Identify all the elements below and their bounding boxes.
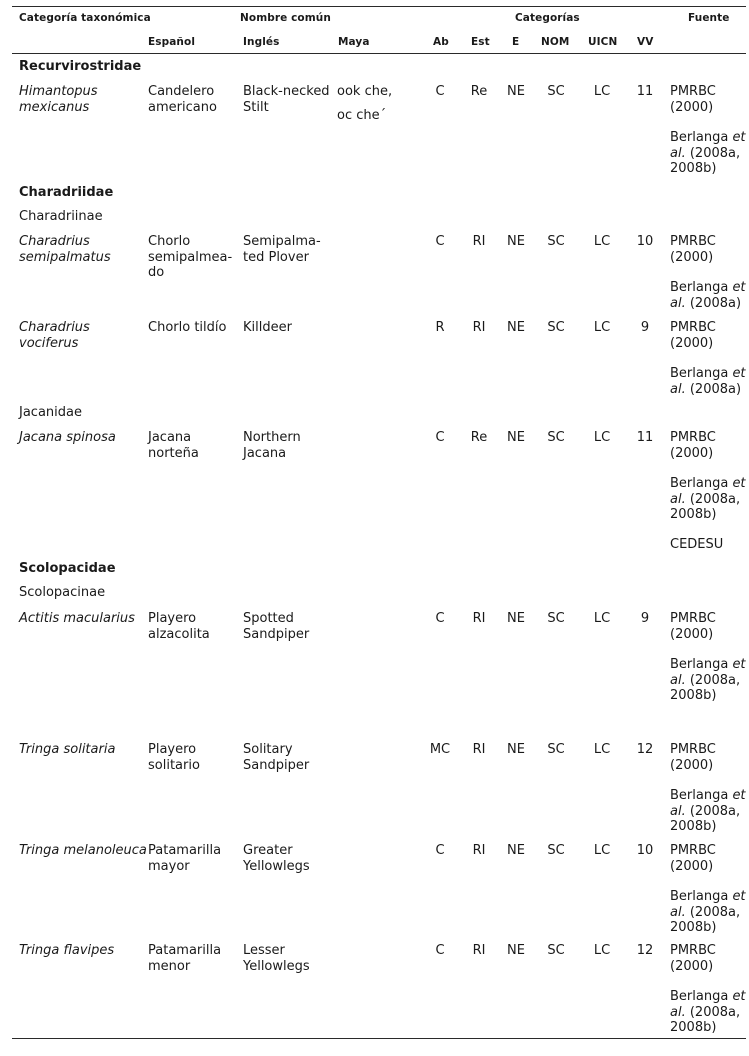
species-english-name: Solitary Sandpiper (243, 742, 310, 773)
cell-vv: 11 (636, 430, 654, 445)
species-spanish-name: Chorlo semipalmea- do (148, 234, 233, 280)
species-english-name: Greater Yellowlegs (243, 843, 310, 874)
species-spanish-name: Jacana norteña (148, 430, 199, 461)
cell-vv: 9 (640, 320, 650, 335)
header-nombre-comun: Nombre común (240, 12, 331, 24)
cell-nom: SC (547, 742, 565, 757)
species-english-name: Semipalma- ted Plover (243, 234, 321, 265)
species-english-name: Killdeer (243, 320, 292, 335)
cell-vv: 12 (636, 943, 654, 958)
cell-est: RI (472, 234, 486, 249)
source-pmrbc: PMRBC (2000) (670, 234, 716, 265)
cell-e: NE (507, 84, 525, 99)
cell-nom: SC (547, 843, 565, 858)
species-spanish-name: Playero alzacolita (148, 611, 210, 642)
species-english-name: Spotted Sandpiper (243, 611, 310, 642)
species-maya-name: oc che´ (337, 108, 387, 123)
cell-ab: R (435, 320, 445, 335)
species-scientific-name: Jacana spinosa (19, 430, 116, 445)
cell-ab: C (435, 943, 445, 958)
cell-ab: C (435, 611, 445, 626)
header-ingles: Inglés (243, 36, 280, 48)
cell-nom: SC (547, 611, 565, 626)
cell-uicn: LC (593, 320, 611, 335)
header-fuente: Fuente (688, 12, 730, 24)
header-espanol: Español (148, 36, 196, 48)
cell-e: NE (507, 234, 525, 249)
cell-est: RI (472, 320, 486, 335)
source-cedesu: CEDESU (670, 537, 724, 552)
source-pmrbc: PMRBC (2000) (670, 430, 716, 461)
cell-vv: 12 (636, 742, 654, 757)
cell-uicn: LC (593, 234, 611, 249)
species-scientific-name: Tringa melanoleuca (19, 843, 147, 858)
source-pmrbc: PMRBC (2000) (670, 943, 716, 974)
cell-nom: SC (547, 943, 565, 958)
cell-nom: SC (547, 320, 565, 335)
species-scientific-name: Himantopus mexicanus (19, 84, 98, 115)
cell-uicn: LC (593, 84, 611, 99)
header-est: Est (471, 36, 490, 48)
species-spanish-name: Patamarilla mayor (148, 843, 222, 874)
source-berlanga: Berlanga et al. (2008a, 2008b) (670, 889, 746, 935)
header-categoria: Categoría taxonómica (19, 12, 151, 24)
species-scientific-name: Actitis macularius (19, 611, 135, 626)
header-e: E (512, 36, 520, 48)
source-berlanga: Berlanga et al. (2008a, 2008b) (670, 788, 746, 834)
subfamily-charadriinae: Charadriinae (19, 209, 103, 224)
cell-e: NE (507, 843, 525, 858)
cell-e: NE (507, 943, 525, 958)
family-recurvirostridae: Recurvirostridae (19, 59, 142, 74)
species-english-name: Black-necked Stilt (243, 84, 330, 115)
family-jacanidae: Jacanidae (19, 405, 82, 420)
species-scientific-name: Tringa solitaria (19, 742, 116, 757)
cell-vv: 10 (636, 843, 654, 858)
source-berlanga: Berlanga et al. (2008a, 2008b) (670, 657, 746, 703)
source-berlanga: Berlanga et al. (2008a) (670, 280, 746, 311)
cell-ab: C (435, 843, 445, 858)
cell-est: RI (472, 943, 486, 958)
cell-ab: C (435, 234, 445, 249)
family-charadriidae: Charadriidae (19, 185, 114, 200)
cell-nom: SC (547, 84, 565, 99)
cell-e: NE (507, 430, 525, 445)
header-categorias: Categorías (515, 12, 580, 24)
source-berlanga: Berlanga et al. (2008a, 2008b) (670, 476, 746, 522)
cell-est: RI (472, 742, 486, 757)
cell-e: NE (507, 320, 525, 335)
header-uicn: UICN (588, 36, 618, 48)
cell-est: Re (470, 430, 488, 445)
species-spanish-name: Playero solitario (148, 742, 200, 773)
cell-nom: SC (547, 234, 565, 249)
cell-ab: C (435, 430, 445, 445)
species-english-name: Northern Jacana (243, 430, 301, 461)
cell-ab: MC (429, 742, 451, 757)
header-vv: VV (637, 36, 654, 48)
header-ab: Ab (433, 36, 449, 48)
cell-uicn: LC (593, 430, 611, 445)
table-header-rule (12, 53, 746, 54)
cell-vv: 10 (636, 234, 654, 249)
cell-vv: 11 (636, 84, 654, 99)
cell-uicn: LC (593, 742, 611, 757)
species-spanish-name: Patamarilla menor (148, 943, 222, 974)
cell-est: RI (472, 843, 486, 858)
cell-uicn: LC (593, 611, 611, 626)
cell-uicn: LC (593, 943, 611, 958)
cell-est: RI (472, 611, 486, 626)
family-scolopacidae: Scolopacidae (19, 561, 116, 576)
header-nom: NOM (541, 36, 570, 48)
source-pmrbc: PMRBC (2000) (670, 611, 716, 642)
cell-vv: 9 (640, 611, 650, 626)
species-spanish-name: Chorlo tildío (148, 320, 227, 335)
cell-e: NE (507, 742, 525, 757)
cell-ab: C (435, 84, 445, 99)
table-bottom-rule (12, 1038, 746, 1039)
subfamily-scolopacinae: Scolopacinae (19, 585, 106, 600)
source-berlanga: Berlanga et al. (2008a, 2008b) (670, 989, 746, 1035)
source-pmrbc: PMRBC (2000) (670, 320, 716, 351)
species-scientific-name: Charadrius vociferus (19, 320, 90, 351)
cell-uicn: LC (593, 843, 611, 858)
cell-e: NE (507, 611, 525, 626)
species-scientific-name: Tringa flavipes (19, 943, 115, 958)
source-pmrbc: PMRBC (2000) (670, 84, 716, 115)
source-berlanga: Berlanga et al. (2008a, 2008b) (670, 130, 746, 176)
source-berlanga: Berlanga et al. (2008a) (670, 366, 746, 397)
table-top-rule (12, 6, 746, 7)
species-english-name: Lesser Yellowlegs (243, 943, 310, 974)
species-spanish-name: Candelero americano (148, 84, 217, 115)
header-maya: Maya (338, 36, 370, 48)
source-pmrbc: PMRBC (2000) (670, 742, 716, 773)
source-pmrbc: PMRBC (2000) (670, 843, 716, 874)
species-scientific-name: Charadrius semipalmatus (19, 234, 111, 265)
cell-est: Re (470, 84, 488, 99)
species-maya-name: ook che, (337, 84, 393, 99)
cell-nom: SC (547, 430, 565, 445)
